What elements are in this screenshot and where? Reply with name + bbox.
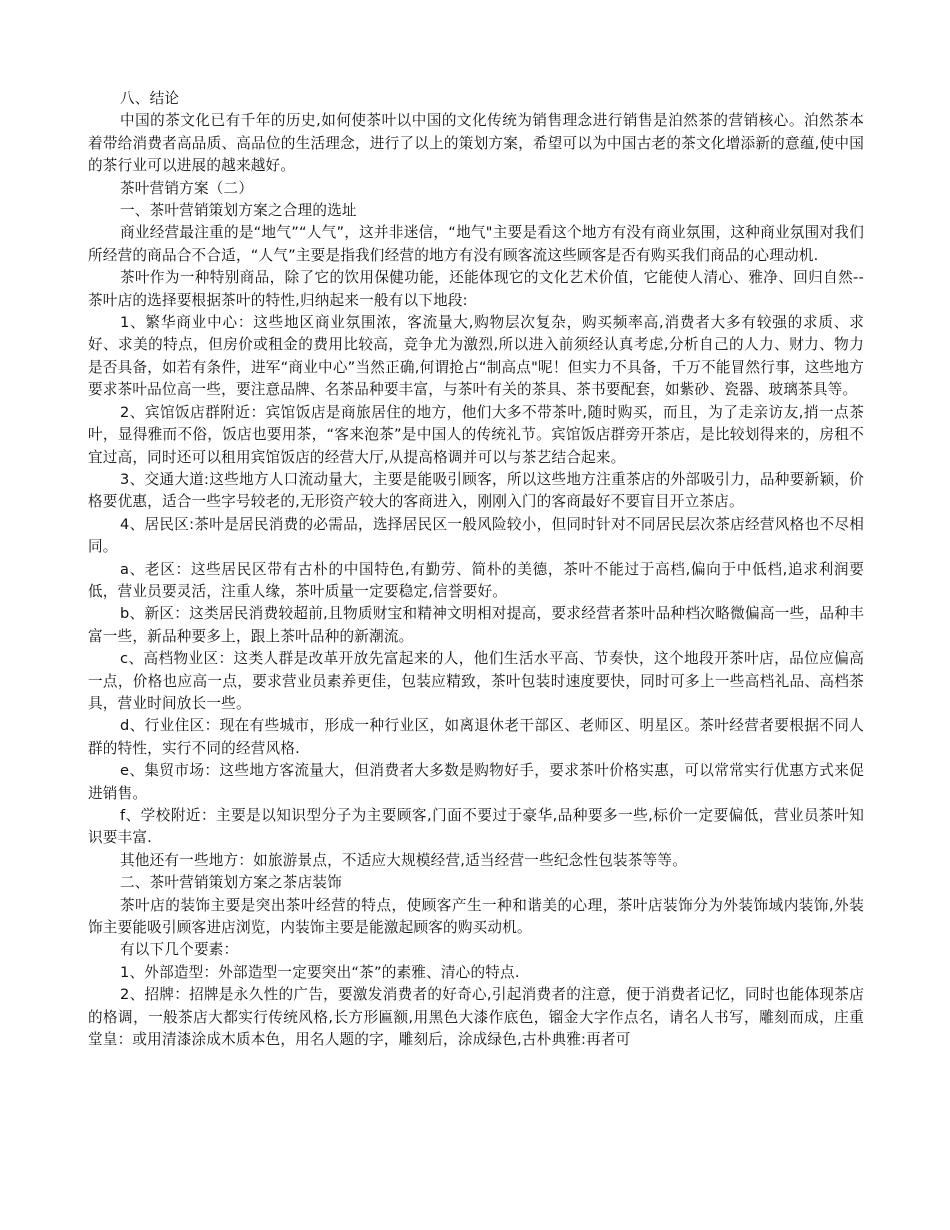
paragraph: 中国的茶文化已有千年的历史,如何使茶叶以中国的文化传统为销售理念进行销售是泊然茶的营销核心。泊然茶本着带给消费者高品质、高品位的生活理念，进行了以上的策划方案，希望可以为中国古老的茶文化增添新的意蕴,使中国的茶行业可以进展的越来越好。 bbox=[88, 112, 864, 175]
section-heading-decoration: 二、茶叶营销策划方案之茶店装饰 bbox=[120, 874, 342, 892]
sub-list-item: f、学校附近：主要是以知识型分子为主要顾客,门面不要过于豪华,品种要多一些,标价一定要偏低，营业员茶叶知识要丰富. bbox=[88, 807, 864, 847]
sub-list-item: a、老区：这些居民区带有古朴的中国特色,有勤劳、简朴的美德，茶叶不能过于高档,偏向于中低档,追求利润要低，营业员要灵活，注重人缘，茶叶质量一定要稳定,信誉要好。 bbox=[88, 560, 864, 600]
paragraph: 茶叶作为一种特别商品，除了它的饮用保健功能，还能体现它的文化艺术价值，它能使人清心、雅净、回归自然--茶叶店的选择要根据茶叶的特性,归纳起来一般有以下地段: bbox=[88, 269, 864, 309]
sub-list-item: d、行业住区：现在有些城市，形成一种行业区，如离退休老干部区、老师区、明星区。茶叶经营者要根据不同人群的特性，实行不同的经营风格. bbox=[88, 717, 864, 757]
sub-list-item: b、新区：这类居民消费较超前,且物质财宝和精神文明相对提高，要求经营者茶叶品种档次略微偏高一些，品种丰富一些，新品种要多上，跟上茶叶品种的新潮流。 bbox=[88, 605, 864, 645]
document-title: 茶叶营销方案（二） bbox=[120, 179, 254, 197]
paragraph: 其他还有一些地方：如旅游景点，不适应大规模经营,适当经营一些纪念性包装茶等等。 bbox=[120, 851, 688, 869]
paragraph: 商业经营最注重的是“地气”“人气”，这并非迷信，“地气"主要是看这个地方有没有商业氛围，这种商业氛围对我们所经营的商品合不合适，“人气”主要是指我们经营的地方有没有顾客流这些顾客是否有购买我们商品的心理动机. bbox=[88, 224, 864, 264]
section-heading-conclusion: 八、结论 bbox=[120, 90, 180, 107]
list-item: 1、外部造型：外部造型一定要突出“茶”的素雅、清心的特点. bbox=[120, 963, 520, 981]
sub-list-item: e、集贸市场：这些地方客流量大，但消费者大多数是购物好手，要求茶叶价格实惠，可以常常实行优惠方式来促进销售。 bbox=[88, 762, 864, 802]
list-item: 3、交通大道:这些地方人口流动量大，主要是能吸引顾客，所以这些地方注重茶店的外部吸引力，品种要新颖，价格要优惠，适合一些字号较老的,无形资产较大的客商进入，刚刚入门的客商最好不要盲目开立茶店。 bbox=[88, 470, 864, 511]
list-item: 2、宾馆饭店群附近：宾馆饭店是商旅居住的地方，他们大多不带茶叶,随时购买，而且，为了走亲访友,捎一点茶叶，显得雅而不俗，饭店也要用茶，“客来泡茶”是中国人的传统礼节。宾馆饭店群旁开茶店，是比较划得来的，房租不宜过高，同时还可以租用宾馆饭店的经营大厅,从提高格调并可以与茶艺结合起来。 bbox=[88, 403, 864, 466]
document-page bbox=[88, 88, 864, 1051]
list-item: 4、居民区:茶叶是居民消费的必需品，选择居民区一般风险较小，但同时针对不同居民层次茶店经营风格也不尽相同。 bbox=[88, 515, 864, 556]
paragraph: 有以下几个要素： bbox=[120, 941, 239, 959]
list-item: 2、招牌：招牌是永久性的广告，要激发消费者的好奇心,引起消费者的注意，便于消费者记忆，同时也能体现茶店的格调，一般茶店大都实行传统风格,长方形匾额,用黑色大漆作底色，镏金大字作点名，请名人书写，雕刻而成，庄重堂皇：或用清漆涂成木质本色，用名人题的字，雕刻后，涂成绿色,古朴典雅:再者可 bbox=[88, 986, 864, 1049]
sub-list-item: c、高档物业区：这类人群是改革开放先富起来的人，他们生活水平高、节奏快，这个地段开茶叶店，品位应偏高一点，价格也应高一点，要求营业员素养更佳，包装应精致，茶叶包装时速度要快，同时可多上一些高档礼品、高档茶具，营业时间放长一些。 bbox=[88, 650, 864, 712]
paragraph: 茶叶店的装饰主要是突出茶叶经营的特点，使顾客产生一种和谐美的心理，茶叶店装饰分为外装饰域内装饰,外装饰主要能吸引顾客进店浏览，内装饰主要是能激起顾客的购买动机。 bbox=[88, 896, 864, 937]
list-item: 1、繁华商业中心：这些地区商业氛围浓，客流量大,购物层次复杂，购买频率高,消费者大多有较强的求质、求好、求美的特点，但房价或租金的费用比较高，竞争尤为激烈,所以进入前须经认真考虑,分析自己的人力、财力、物力是否具备，如若有条件，进军“商业中心”当然正确,何谓抢占“制高点"呢！但实力不具备，千万不能冒然行事，这些地方要求茶叶品位高一些，要注意品牌、名茶品种要丰富，与茶叶有关的茶具、茶书要配套，如紫砂、瓷器、玻璃茶具等。 bbox=[88, 314, 864, 399]
section-heading-location: 一、茶叶营销策划方案之合理的选址 bbox=[120, 202, 357, 220]
